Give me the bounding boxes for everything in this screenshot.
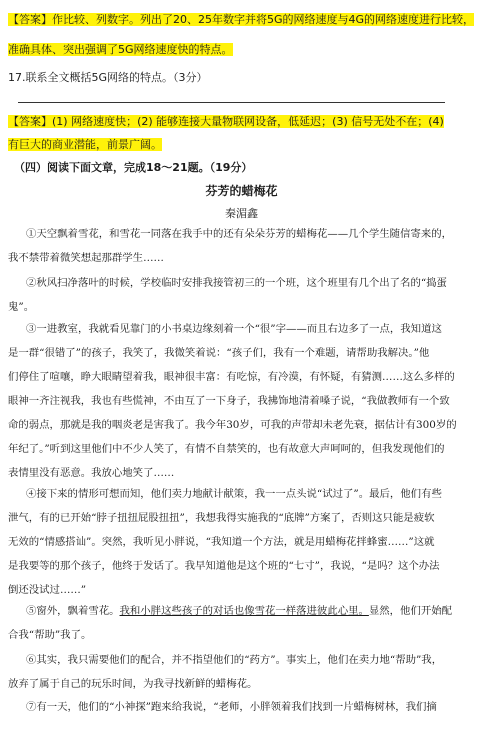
section-header: （四）阅读下面文章，完成18～21题。（19分） — [14, 161, 253, 174]
paragraph-4 — [8, 487, 470, 597]
answer-1-line-1-text: 【答案】作比较、列数字。列出了20、25年数字并将5G的网络速度与4G的网络速度进行比较， — [8, 13, 475, 26]
paragraph-4-line-2: 泄气，有的已开始“脖子扭扭屁股扭扭”，我想我得实施我的“底牌”方案了，否则这只能是疲软 — [8, 512, 435, 524]
paragraph-5-line-1 — [8, 604, 470, 618]
answer-1-line-1 — [8, 12, 474, 27]
paragraph-2-line-1: ②秋风扫净落叶的时候，学校临时安排我接管初三的一个班，这个班里有几个出了名的“捣蛋 — [26, 277, 447, 289]
question-17: 17.联系全文概括5G网络的特点。（3分） — [8, 71, 208, 84]
paragraph-3-line-7: 表情里没有恶意。我放心地笑了…… — [8, 467, 175, 479]
paragraph-7-line-1: ⑦有一天，他们的“小神探”跑来给我说，“老师，小胖领着我们找到一片蜡梅树林，我们摘 — [26, 701, 437, 713]
paragraph-6 — [8, 653, 470, 691]
paragraph-3 — [8, 322, 470, 480]
answer-2-line-1 — [8, 114, 444, 129]
paragraph-3-line-2: 是一群“很错了”的孩子，我笑了，我微笑着说：“孩子们，我有一个难题，请帮助我解决。”他 — [8, 347, 430, 359]
article-title: 芬芳的蜡梅花 — [205, 184, 278, 198]
answer-2-line-1-text: 【答案】(1) 网络速度快；(2) 能够连接大量物联网设备，低延迟；(3) 信号无处不在；(4) — [8, 115, 444, 128]
paragraph-5-seg-1: ⑤窗外，飘着雪花。 — [26, 605, 120, 617]
paragraph-1 — [8, 227, 470, 265]
article-author: 秦湄鑫 — [225, 207, 258, 220]
paragraph-7 — [8, 700, 470, 714]
paragraph-1-line-2: 我不禁带着微笑想起那群学生…… — [8, 252, 164, 264]
paragraph-3-line-6: 年纪了。”听到这里他们中不少人笑了，有情不自禁笑的，也有故意大声呵呵的，但我发现他们的 — [8, 443, 445, 455]
paragraph-3-line-3: 们停住了喧嚷，睁大眼睛望着我，眼神很丰富：有吃惊，有冷漠，有怀疑，有猜测……这么多样的 — [8, 371, 455, 383]
paragraph-3-line-5: 命的弱点，那就是我的咽炎老是害我了。我今年30岁，可我的声带却未老先衰，据估计有300岁的 — [8, 419, 457, 431]
paragraph-3-line-1: ③一进教室，我就看见靠门的小书桌边缘刻着一个“很”字——而且右边多了一点，我知道这 — [26, 323, 442, 335]
paragraph-4-line-4: 是我要等的那个孩子，他终于发话了。我早知道他是这个班的“七寸”，我说，“是吗？这个办法 — [8, 560, 440, 572]
paragraph-3-line-4: 眼神一齐注视我，我也有些慌神，不由互了一下身子，我拂饰地清着嗓子说，“我做教师有一个致 — [8, 395, 450, 407]
answer-1-line-2 — [8, 42, 233, 57]
answer-blank-line — [18, 102, 445, 103]
paragraph-5-line-2: 合我“帮助”我了。 — [8, 629, 92, 641]
answer-2-line-2-text: 有巨大的商业潜能，前景广阔。 — [8, 138, 162, 151]
paragraph-4-line-1: ④接下来的情形可想而知，他们卖力地献计献策，我一一点头说“试过了”。最后，他们有些 — [26, 488, 442, 500]
paragraph-2 — [8, 276, 470, 314]
answer-1-line-2-text: 准确具体、突出强调了5G网络速度快的特点。 — [8, 43, 233, 56]
paragraph-5-seg-3: 显然，他们开始配 — [368, 605, 453, 617]
paragraph-4-line-5: 倒还没试过……” — [8, 584, 87, 596]
paragraph-4-line-3: 无效的“情感搭讪”。突然，我听见小胖说，“我知道一个方法，就是用蜡梅花拌蜂蜜……”这就 — [8, 536, 435, 548]
paragraph-2-line-2: 鬼”。 — [8, 301, 35, 313]
paragraph-6-line-2: 放弃了属于自己的玩乐时间，为我寻找新鲜的蜡梅花。 — [8, 678, 258, 690]
paragraph-1-line-1: ①天空飘着雪花，和雪花一同落在我手中的还有朵朵芬芳的蜡梅花——几个学生随信寄来的， — [26, 228, 453, 240]
answer-2-line-2 — [8, 137, 162, 152]
paragraph-5-underlined-sentence: 我和小胖这些孩子的对话也像雪花一样落进彼此心里。 — [119, 605, 369, 617]
paragraph-5 — [8, 604, 470, 642]
paragraph-6-line-1: ⑥其实，我只需要他们的配合，并不指望他们的“药方”。事实上，他们在卖力地“帮助”我， — [26, 654, 443, 666]
